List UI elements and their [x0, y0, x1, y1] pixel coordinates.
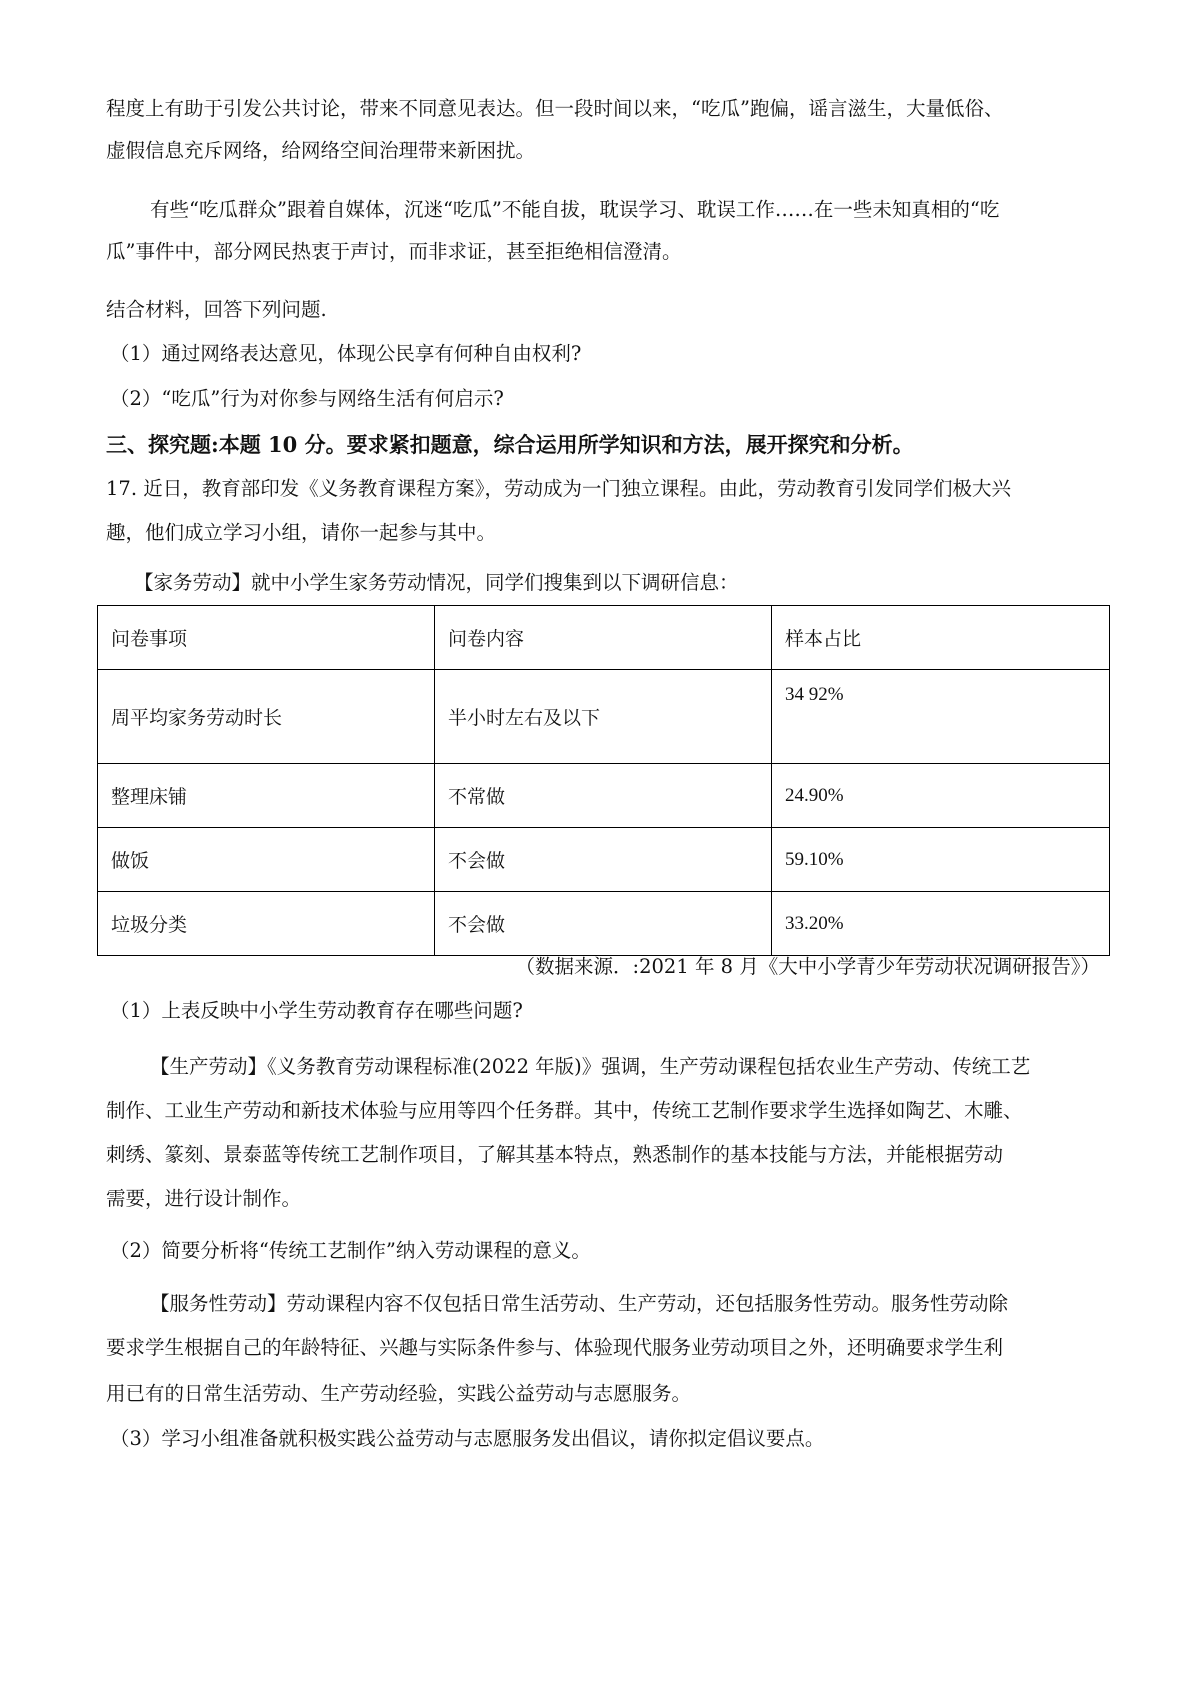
question-1: （1）通过网络表达意见，体现公民享有何种自由权利? — [110, 342, 582, 365]
paragraph-line: 瓜”事件中，部分网民热衷于声讨，而非求证，甚至拒绝相信澄清。 — [106, 240, 682, 263]
table-cell: 59.10% — [772, 828, 1110, 892]
table-cell: 33.20% — [772, 892, 1110, 956]
table-cell: 做饭 — [98, 828, 435, 892]
question-17-2: （2）简要分析将“传统工艺制作”纳入劳动课程的意义。 — [110, 1239, 591, 1262]
table-cell: 半小时左右及以下 — [435, 670, 772, 764]
table-cell: 34 92% — [772, 670, 1110, 764]
paragraph-line: 制作、工业生产劳动和新技术体验与应用等四个任务群。其中，传统工艺制作要求学生选择如陶艺、木雕、 — [106, 1099, 1023, 1122]
paragraph-line: 有些“吃瓜群众”跟着自媒体，沉迷“吃瓜”不能自拔，耽误学习、耽误工作……在一些未知真相的“吃 — [150, 198, 1000, 221]
paragraph-line: 用已有的日常生活劳动、生产劳动经验，实践公益劳动与志愿服务。 — [106, 1382, 692, 1405]
table-row — [98, 670, 1110, 764]
production-labor-line: 【生产劳动】《义务教育劳动课程标准(2022 年版)》强调，生产劳动课程包括农业生产劳动、传统工艺 — [150, 1055, 1031, 1078]
survey-table — [97, 605, 1110, 956]
data-source-note: （数据来源．:2021 年 8 月《大中小学青少年劳动状况调研报告》） — [515, 955, 1100, 978]
paragraph-line: 趣，他们成立学习小组，请你一起参与其中。 — [106, 521, 497, 544]
table-header-row — [98, 606, 1110, 670]
household-labor-intro: 【家务劳动】就中小学生家务劳动情况，同学们搜集到以下调研信息： — [134, 571, 739, 594]
table-cell: 不会做 — [435, 828, 772, 892]
question-2: （2）“吃瓜”行为对你参与网络生活有何启示? — [110, 387, 504, 410]
table-cell: 周平均家务劳动时长 — [98, 670, 435, 764]
question-17-3: （3）学习小组准备就积极实践公益劳动与志愿服务发出倡议，请你拟定倡议要点。 — [110, 1427, 825, 1450]
table-header-cell: 问卷事项 — [98, 606, 435, 670]
paragraph-line: 要求学生根据自己的年龄特征、兴趣与实际条件参与、体验现代服务业劳动项目之外，还明确要求学生利 — [106, 1336, 1004, 1359]
table-cell: 整理床铺 — [98, 764, 435, 828]
paragraph-line: 需要，进行设计制作。 — [106, 1187, 302, 1210]
table-row — [98, 764, 1110, 828]
question-17-line: 17. 近日，教育部印发《义务教育课程方案》，劳动成为一门独立课程。由此，劳动教育引发同学们极大兴 — [106, 477, 1011, 500]
instruction-line: 结合材料，回答下列问题. — [106, 298, 327, 321]
table-cell: 不常做 — [435, 764, 772, 828]
table-header-cell: 问卷内容 — [435, 606, 772, 670]
paragraph-line: 程度上有助于引发公共讨论，带来不同意见表达。但一段时间以来，“吃瓜”跑偏，谣言滋生，大量低俗、 — [106, 97, 1004, 120]
section-heading: 三、探究题:本题 10 分。要求紧扣题意，综合运用所学知识和方法，展开探究和分析。 — [106, 432, 914, 457]
table-row — [98, 892, 1110, 956]
paragraph-line: 虚假信息充斥网络，给网络空间治理带来新困扰。 — [106, 139, 536, 162]
table-cell: 不会做 — [435, 892, 772, 956]
question-17-1: （1）上表反映中小学生劳动教育存在哪些问题? — [110, 999, 523, 1022]
service-labor-line: 【服务性劳动】劳动课程内容不仅包括日常生活劳动、生产劳动，还包括服务性劳动。服务性劳动除 — [150, 1292, 1009, 1315]
table-row — [98, 828, 1110, 892]
paragraph-line: 刺绣、篆刻、景泰蓝等传统工艺制作项目，了解其基本特点，熟悉制作的基本技能与方法，并能根据劳动 — [106, 1143, 1004, 1166]
table-cell: 24.90% — [772, 764, 1110, 828]
table-header-cell: 样本占比 — [772, 606, 1110, 670]
table-cell: 垃圾分类 — [98, 892, 435, 956]
